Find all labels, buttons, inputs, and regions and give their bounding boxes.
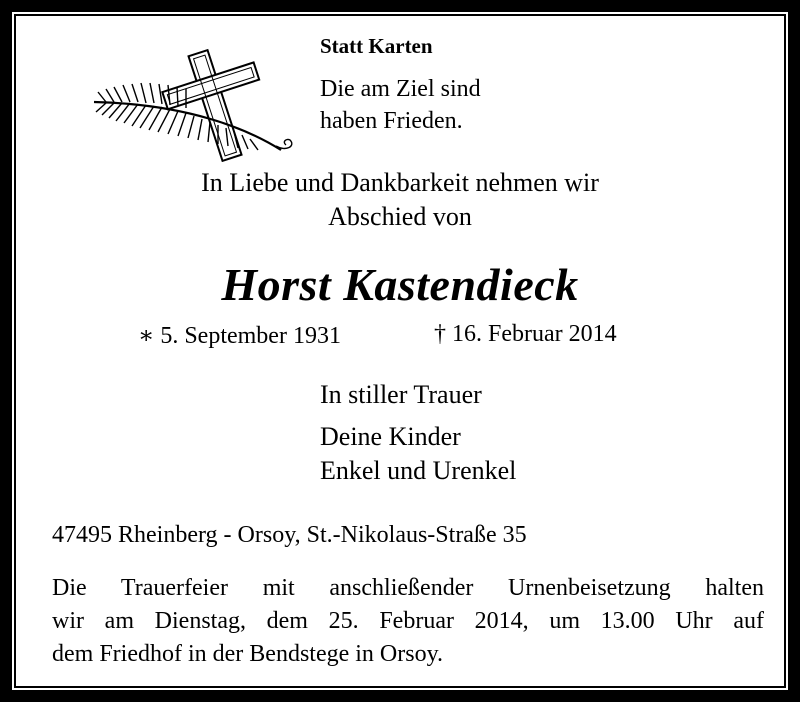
- family-line-2: Enkel und Urenkel: [320, 456, 517, 485]
- family-line-1: Deine Kinder: [320, 422, 461, 451]
- address: 47495 Rheinberg - Orsoy, St.-Nikolaus-Straße 35: [52, 522, 527, 548]
- funeral-line-1: Die Trauerfeier mit anschließender Urnenbeisetzung halten: [52, 575, 764, 601]
- death-date: † 16. Februar 2014: [434, 321, 617, 347]
- birth-date: ∗ 5. September 1931: [138, 323, 341, 349]
- intro-line-2: Abschied von: [328, 202, 472, 231]
- motto-line-2: haben Frieden.: [320, 108, 463, 134]
- intro-line-1: In Liebe und Dankbarkeit nehmen wir: [201, 168, 599, 197]
- funeral-line-3: dem Friedhof in der Bendstege in Orsoy.: [52, 641, 444, 667]
- header-statt-karten: Statt Karten: [320, 34, 433, 58]
- mourning-line: In stiller Trauer: [320, 380, 482, 409]
- cross-with-palm-branch-icon: [76, 42, 306, 162]
- funeral-line-2: wir am Dienstag, dem 25. Februar 2014, um 13.00 Uhr auf: [52, 608, 764, 634]
- funeral-notice: [52, 572, 764, 671]
- motto-line-1: Die am Ziel sind: [320, 76, 481, 102]
- deceased-name: Horst Kastendieck: [221, 259, 579, 310]
